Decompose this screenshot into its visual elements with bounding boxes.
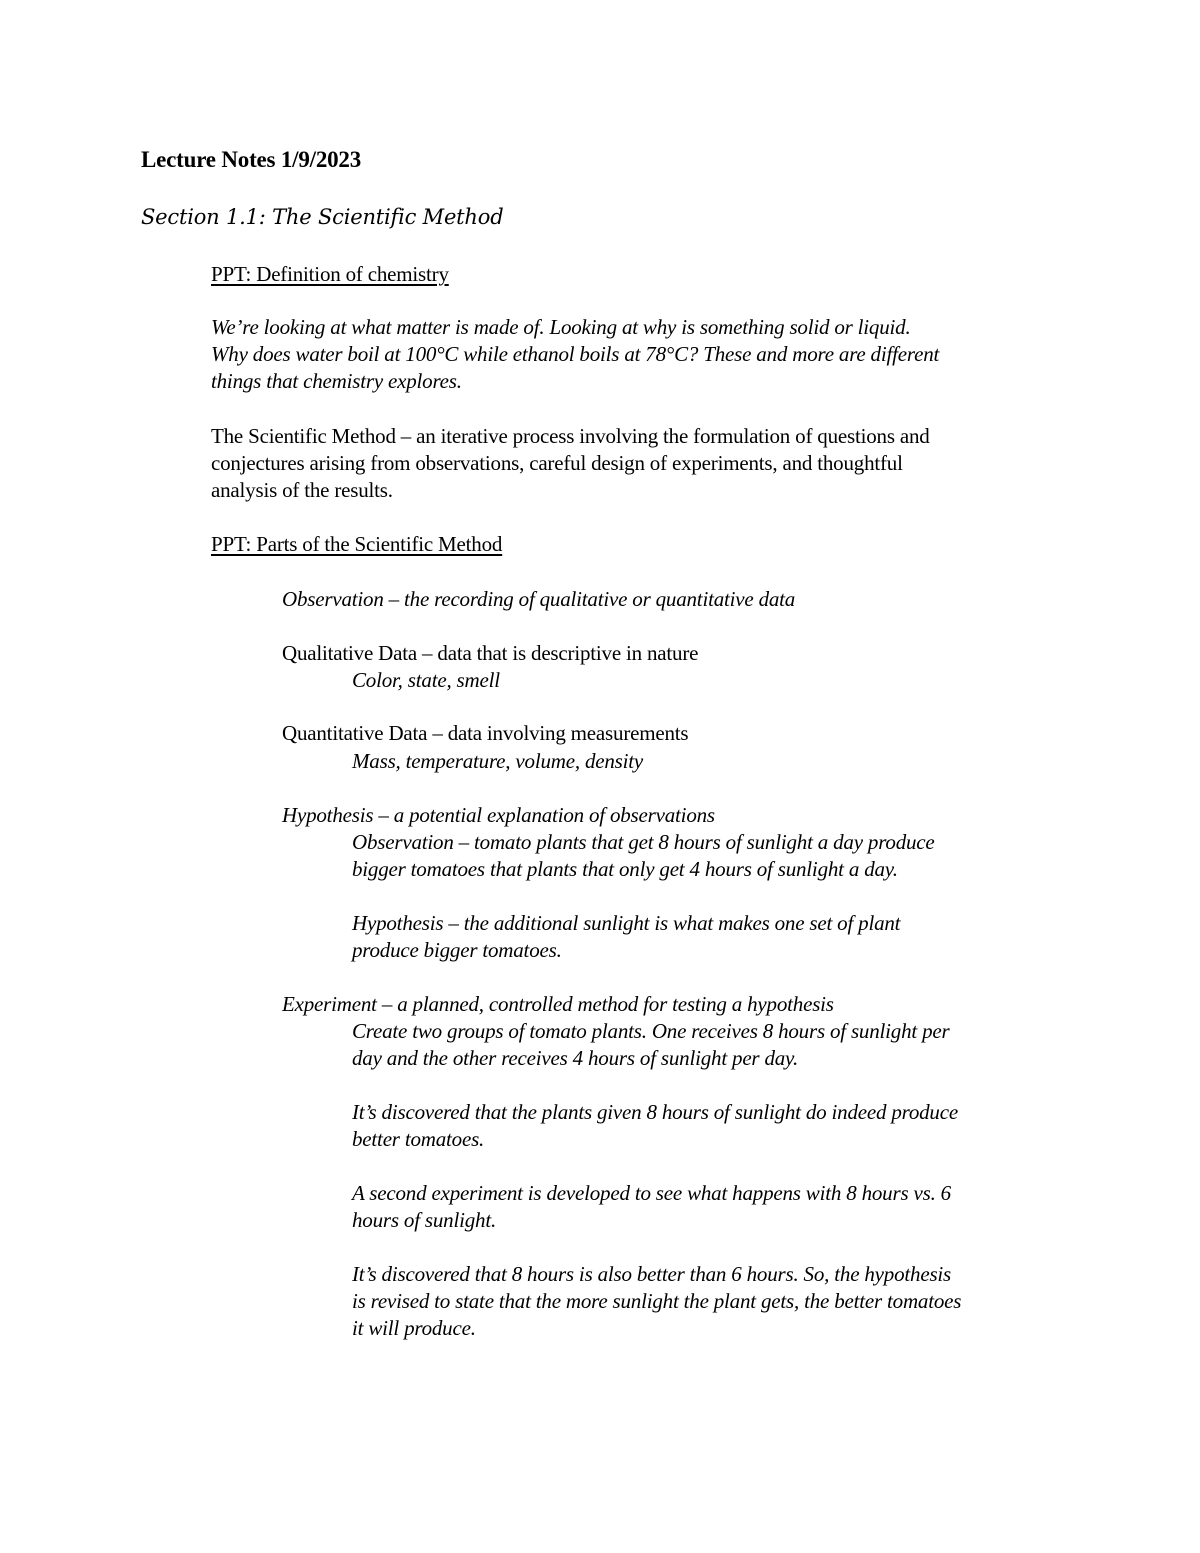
observation-definition: Observation – the recording of qualitative or quantitative data bbox=[282, 587, 796, 611]
experiment-setup-line-2: day and the other receives 4 hours of sunlight per day. bbox=[352, 1046, 799, 1070]
hypothesis-example-line-2: produce bigger tomatoes. bbox=[352, 938, 562, 962]
second-experiment-line-2: hours of sunlight. bbox=[352, 1208, 497, 1232]
page-title: Lecture Notes 1/9/2023 bbox=[141, 147, 362, 172]
quantitative-examples: Mass, temperature, volume, density bbox=[352, 749, 644, 773]
intro-line-3: things that chemistry explores. bbox=[211, 369, 462, 393]
intro-line-2: Why does water boil at 100°C while ethanol boils at 78°C? These and more are different bbox=[211, 342, 940, 366]
intro-line-1: We’re looking at what matter is made of. Looking at why is something solid or liquid. bbox=[211, 315, 911, 339]
experiment-setup-line-1: Create two groups of tomato plants. One receives 8 hours of sunlight per bbox=[352, 1019, 950, 1043]
qualitative-examples: Color, state, smell bbox=[352, 668, 500, 692]
qualitative-definition: Qualitative Data – data that is descriptive in nature bbox=[282, 641, 699, 665]
experiment-definition: Experiment – a planned, controlled method for testing a hypothesis bbox=[282, 992, 834, 1016]
ppt-definition-heading: PPT: Definition of chemistry bbox=[211, 262, 449, 286]
method-def-line-2: conjectures arising from observations, careful design of experiments, and thoughtful bbox=[211, 451, 903, 475]
method-def-line-3: analysis of the results. bbox=[211, 478, 393, 502]
method-def-line-1: The Scientific Method – an iterative process involving the formulation of questions and bbox=[211, 424, 930, 448]
ppt-parts-heading: PPT: Parts of the Scientific Method bbox=[211, 532, 503, 556]
hypothesis-example-line-1: Hypothesis – the additional sunlight is what makes one set of plant bbox=[352, 911, 901, 935]
quantitative-definition: Quantitative Data – data involving measurements bbox=[282, 721, 689, 745]
section-heading: Section 1.1: The Scientific Method bbox=[141, 205, 504, 229]
hypothesis-observation-line-1: Observation – tomato plants that get 8 hours of sunlight a day produce bbox=[352, 830, 935, 854]
experiment-result-1-line-1: It’s discovered that the plants given 8 hours of sunlight do indeed produce bbox=[352, 1100, 958, 1124]
experiment-result-2-line-1: It’s discovered that 8 hours is also better than 6 hours. So, the hypothesis bbox=[352, 1262, 952, 1286]
second-experiment-line-1: A second experiment is developed to see what happens with 8 hours vs. 6 bbox=[352, 1181, 951, 1205]
hypothesis-observation-line-2: bigger tomatoes that plants that only get 4 hours of sunlight a day. bbox=[352, 857, 898, 881]
experiment-result-1-line-2: better tomatoes. bbox=[352, 1127, 485, 1151]
experiment-result-2-line-2: is revised to state that the more sunlight the plant gets, the better tomatoes bbox=[352, 1289, 962, 1313]
experiment-result-2-line-3: it will produce. bbox=[352, 1316, 476, 1340]
hypothesis-definition: Hypothesis – a potential explanation of observations bbox=[282, 803, 715, 827]
